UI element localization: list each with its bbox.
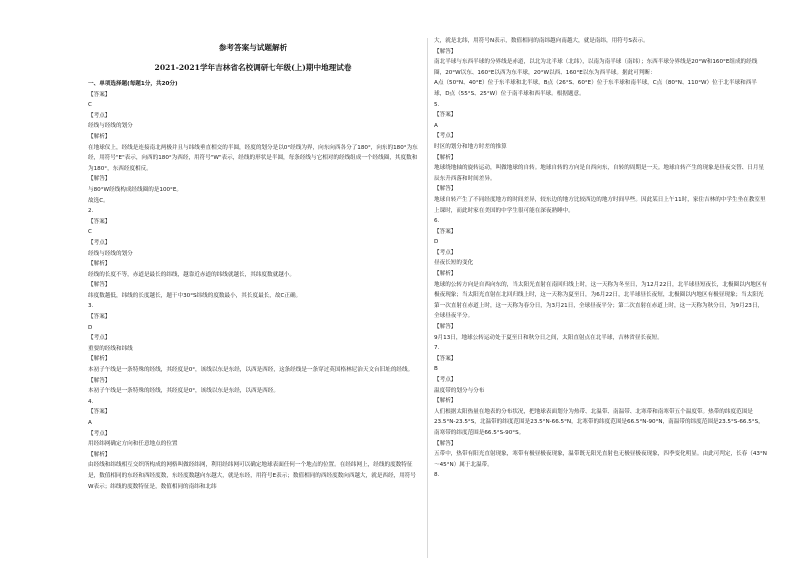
text-line: 2. — [88, 208, 94, 215]
section-label: 【考点】 — [434, 133, 457, 140]
text-line: D — [434, 239, 439, 246]
section-label: 【解答】 — [434, 48, 457, 55]
section-label: 【答案】 — [88, 314, 111, 321]
section-label: 【答案】 — [434, 355, 457, 362]
text-line: B — [434, 366, 438, 373]
section-label: 【答案】 — [434, 228, 457, 235]
text-line: 经线与经线的划分 — [88, 250, 133, 257]
section-label: 【考点】 — [88, 112, 111, 119]
text-line: 9月13日，地球公转运动处于夏至日和秋分日之间，太阳直射点在北半球，吉林省昼长夜短。 — [434, 334, 663, 341]
paragraph: 南北半球与东西半球的分界线是赤道，以北为北半球（北纬），以南为南半球（南纬）；东西半球分界线是20°W和160°E组成的经线圈，20°W以东、160°E以西为东半球，20°W以西、160°E以东为西半球。据此可判断： — [434, 59, 758, 76]
section-label: 【解答】 — [88, 282, 111, 289]
text-line: 与80°W经线构成经线圈的是100°E。 — [88, 186, 182, 193]
text-line: A — [434, 122, 438, 129]
section-label: 【解答】 — [434, 324, 457, 331]
text-line: C — [88, 229, 92, 236]
section-label: 【解答】 — [88, 176, 111, 183]
section-label: 【考点】 — [88, 335, 111, 342]
right-column — [434, 36, 768, 481]
section-label: 【考点】 — [88, 239, 111, 246]
paragraph: 地球的公转方向是自西向东的，当太阳光直射在南回归线上时，这一天称为冬至日，为12月22日，北半球昼短夜长，北极圈以内地区有极夜现象；当太阳光直射在北回归线上时，这一天称为夏至日，为6月22日，北半球昼长夜短，北极圈以内地区有极昼现象；当太阳光第一次直射在赤道上时，这一天称为春分日，为3月21日，全球昼夜平分；第二次直射在赤道上时，这一天称为秋分日，为9月23日，全球昼夜平分。 — [434, 281, 768, 320]
left-column — [88, 79, 418, 492]
paragraph: A点（50°N、40°E）位于东半球和北半球，B点（26°S、60°E）位于东半球和南半球，C点（80°N、110°W）位于北半球和西半球，D点（55°S、25°W）位于南半球和西半球。根据题意。 — [434, 80, 757, 97]
section-label: 【答案】 — [88, 91, 111, 98]
text-line: 纬度数越低，纬线的长度越长，题干中30°S纬线的度数最小，其长度最长，故C正确。 — [88, 292, 302, 299]
section-label: 【解析】 — [88, 451, 111, 458]
section-label: 【答案】 — [88, 218, 111, 225]
text-line: 重要的经线和纬线 — [88, 345, 133, 352]
text-line: 故选C。 — [88, 197, 109, 204]
paragraph: 五带中，热带有阳光直射现象，寒带有极昼极夜现象，温带既无阳光直射也无极昼极夜现象，四季变化明显。由此可判定，长春（43°N～45°N）属于北温带。 — [434, 451, 767, 468]
section-label: 【解析】 — [434, 398, 457, 405]
text-line: 经线的长度不等，赤道是最长的纬线，越靠近赤道的纬线就越长，其纬度数就越小。 — [88, 271, 295, 278]
document-title: 参考答案与试题解析 — [218, 43, 288, 52]
text-line: 6. — [434, 218, 440, 225]
text-line: 温度带的划分与分布 — [434, 387, 485, 394]
text-line: 8. — [434, 472, 440, 479]
text-line: D — [88, 324, 93, 331]
paragraph: 人们根据太阳热量在地表的分布状况，把地球表面划分为热带、北温带、南温带、北寒带和南寒带五个温度带。热带的纬度范围是23.5°N-23.5°S，北温带的纬度范围是23.5°N-66.5°N，北寒带的纬度范围是66.5°N-90°N，南温带的纬度范围是23.5°S-66.5°S，南寒带的纬度范围是66.5°S-90°S。 — [434, 408, 764, 436]
section-label: 【考点】 — [434, 249, 457, 256]
paragraph: 本初子午线是一条特殊的经线，其经度是0°，该线以东是东经，以西是西经，这条经线是一条穿过英国格林尼治天文台旧址的经线。 — [88, 367, 414, 374]
column-divider — [427, 38, 428, 558]
text-line: 4. — [88, 398, 94, 405]
section-label: 【解析】 — [434, 154, 457, 161]
text-line: C — [88, 102, 92, 109]
document-subtitle: 2021-2021学年吉林省名校调研七年级(上)期中地理试卷 — [154, 63, 352, 72]
section-label: 【解析】 — [88, 356, 111, 363]
text-line: 7. — [434, 345, 440, 352]
paragraph: 大，就是北纬，用符号N表示，数值相同的南纬越向南越大，就是南纬，用符号S表示。 — [434, 38, 649, 44]
text-line: 本初子午线是一条特殊的经线，其经度是0°，该线以东是东经，以西是西经。 — [88, 388, 279, 395]
section-label: 【解答】 — [434, 440, 457, 447]
text-line: A — [88, 420, 92, 426]
section-label: 【解答】 — [88, 377, 111, 384]
text-line: 时区的划分和地方时差的推算 — [434, 143, 507, 150]
paragraph: 由经线和纬线相互交织所构成的网格叫做经纬网，利用经纬网可以确定地球表面任何一个地点的位置。在经纬网上，经线的度数特征是，数值相同的东经和西经度数，东经度数越向东越大，就是东经，用符号E表示；数值相同的西经度数向西越大，就是西经，用符号W表示；纬线的度数特征是，数值相同的南纬和北纬 — [88, 462, 416, 490]
section-label: 【考点】 — [434, 377, 457, 383]
text-line: 经线与经线的划分 — [88, 123, 133, 130]
section-label: 【答案】 — [88, 409, 111, 416]
text-line: 昼夜长短的变化 — [434, 260, 474, 267]
section-label: 【解答】 — [434, 186, 457, 193]
section-label: 【考点】 — [88, 430, 111, 437]
text-line: 用经纬网确定方向和任意地点的位置 — [88, 441, 178, 448]
paragraph: 地球自转产生了不同经度地方的时间差异，较东边的地方比较西边的地方时间早些。因此某日上午11时，家住吉林的中学生坐在教室里上课时，而此时家在美国的中学生很可能在深夜熟睡中。 — [434, 196, 766, 214]
text-line: 5. — [434, 101, 440, 108]
section-label: 【答案】 — [434, 112, 457, 119]
section-label: 【解析】 — [434, 271, 457, 278]
section-label: 【解析】 — [88, 133, 111, 140]
paragraph: 地球绕地轴的旋转运动，叫做地球的自转。地球自转的方向是自西向东，自转的周期是一天。地球自转产生的现象是昼夜交替、日月星辰东升西落和时间差异。 — [434, 165, 765, 182]
section-label: 【解析】 — [88, 261, 111, 268]
text-line: 3. — [88, 303, 94, 310]
section-heading: 一、单项选择题(每题1分，共20分) — [88, 81, 178, 87]
paragraph: 在地球仪上，经线是连接南北两极并且与纬线垂直相交的半圆，经度的划分是以0°经线为界，向东向西各分了180°，向东的180°为东经，用符号"E"表示，向西的180°为西经，用符号"W"表示，经线的形状是半圆，每条经线与它相对的经线组成一个经线圈，其度数和为180°，东西经度相反。 — [88, 144, 418, 172]
